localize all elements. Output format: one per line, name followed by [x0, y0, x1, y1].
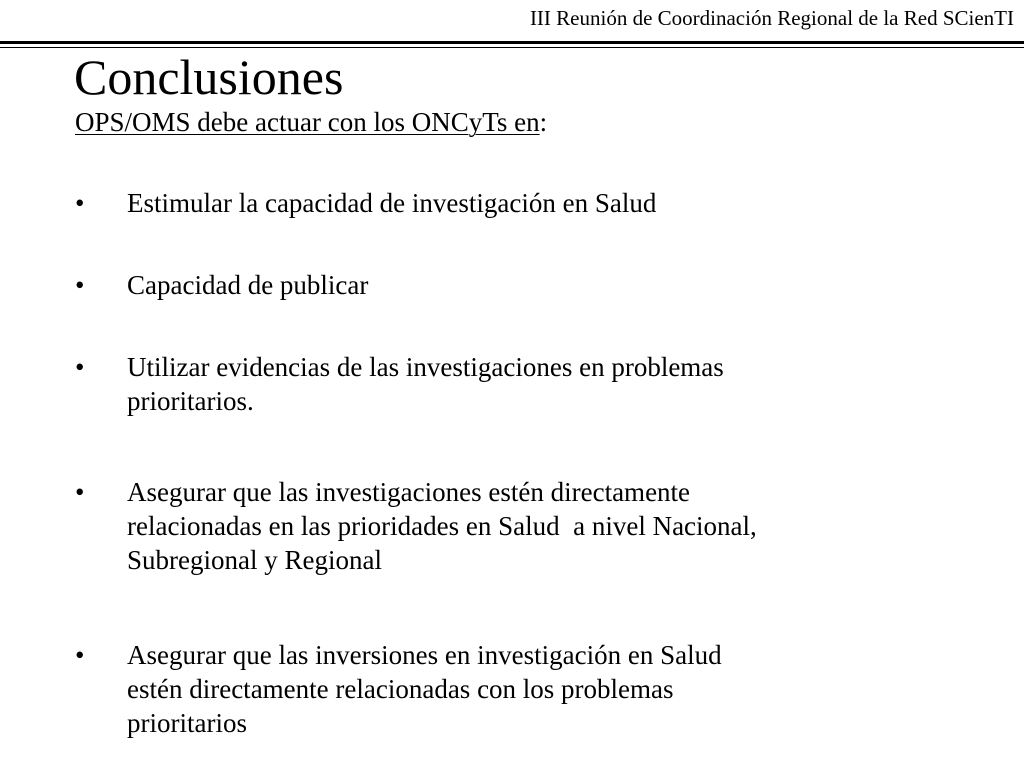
- header-divider-thick: [0, 41, 1024, 44]
- header-event-title: III Reunión de Coordinación Regional de la Red SCienTI: [529, 6, 1014, 30]
- bullet-line: Subregional y Regional: [127, 545, 382, 575]
- intro-line: [75, 105, 547, 139]
- bullet-line: Utilizar evidencias de las investigaciones en problemas: [127, 352, 724, 382]
- bullet-line: relacionadas en las prioridades en Salud a nivel Nacional,: [127, 511, 757, 541]
- bullet-text: [127, 475, 977, 577]
- bullet-marker: •: [75, 352, 85, 382]
- bullet-text: [127, 186, 977, 220]
- bullet-line: Asegurar que las inversiones en investigación en Salud: [127, 640, 722, 670]
- bullet-marker: •: [75, 477, 85, 507]
- bullet-marker: •: [75, 270, 85, 300]
- bullet-line: Asegurar que las investigaciones estén directamente: [127, 477, 691, 507]
- bullet-text: [127, 350, 977, 418]
- bullet-line: prioritarios: [127, 708, 247, 738]
- intro-suffix: :: [539, 107, 548, 137]
- slide-title: Conclusiones: [74, 49, 344, 105]
- bullet-line: Capacidad de publicar: [127, 270, 369, 300]
- bullet-marker: •: [75, 640, 85, 670]
- bullet-text: [127, 268, 977, 302]
- bullet-line: prioritarios.: [127, 386, 254, 416]
- intro-underlined-text: OPS/OMS debe actuar con los ONCyTs en: [75, 107, 540, 137]
- bullet-line: estén directamente relacionadas con los problemas: [127, 674, 674, 704]
- bullet-marker: •: [75, 188, 85, 218]
- bullet-text: [127, 638, 977, 740]
- bullet-line: Estimular la capacidad de investigación en Salud: [127, 188, 657, 218]
